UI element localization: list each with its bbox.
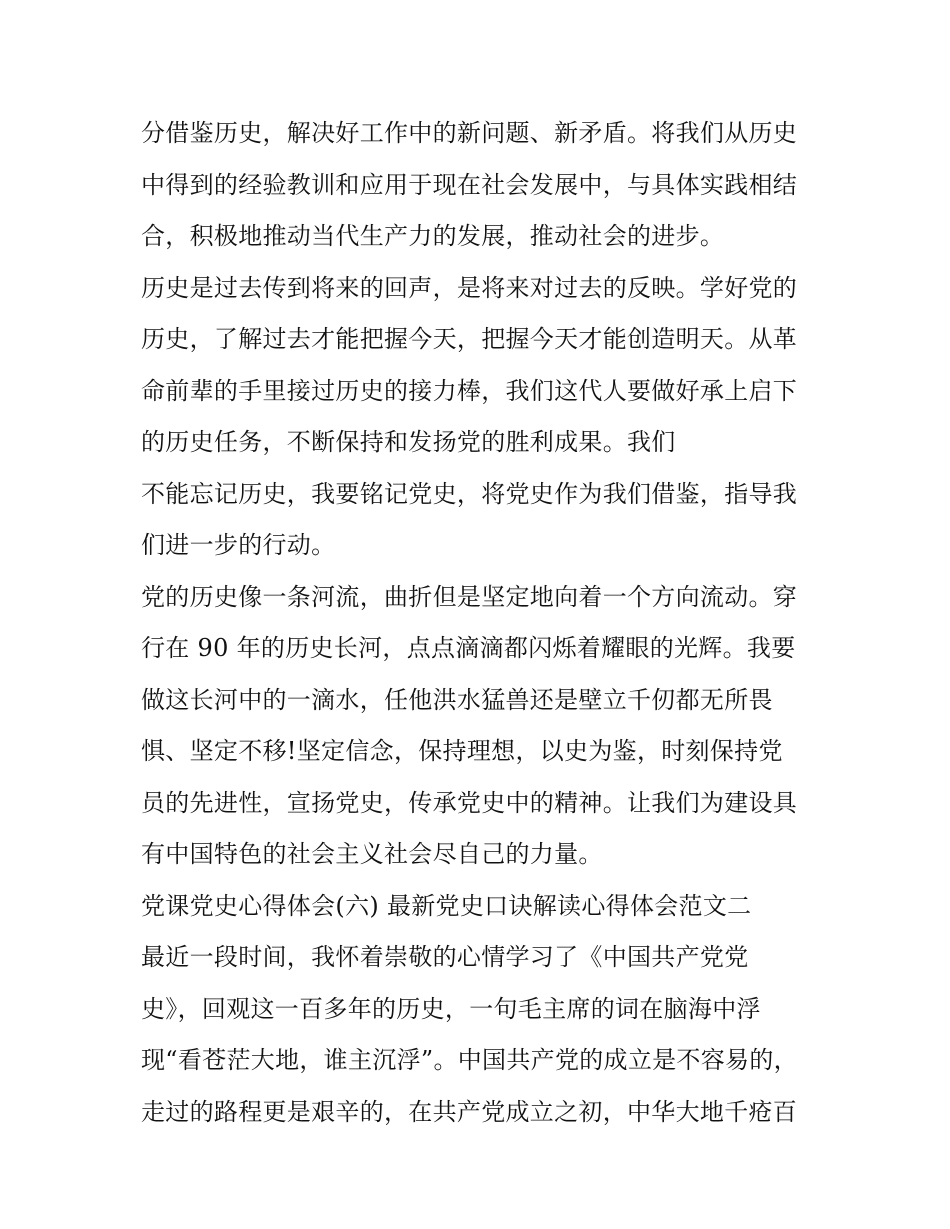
text-line: 惧、坚定不移!坚定信念，保持理想，以史为鉴，时刻保持党 (141, 737, 783, 765)
text-line: 党的历史像一条河流，曲折但是坚定地向着一个方向流动。穿 (141, 582, 798, 611)
text-line: 史》，回观这一百多年的历史，一句毛主席的词在脑海中浮 (141, 994, 761, 1023)
text-line: 历史，了解过去才能把握今天，把握今天才能创造明天。从革 (141, 325, 798, 353)
text-line: 历史是过去传到将来的回声，是将来对过去的反映。学好党的 (141, 273, 798, 302)
text-line: 分借鉴历史，解决好工作中的新问题、新矛盾。将我们从历史 (141, 119, 798, 147)
text-line: 不能忘记历史，我要铭记党史，将党史作为我们借鉴，指导我 (141, 479, 798, 508)
text-line: 的历史任务，不断保持和发扬党的胜利成果。我们 (141, 428, 676, 456)
text-line: 们进一步的行动。 (141, 531, 336, 559)
section-heading: 党课党史心得体会(六) 最新党史口诀解读心得体会范文二 (141, 891, 752, 920)
text-line: 最近一段时间，我怀着崇敬的心情学习了《中国共产党党 (141, 943, 749, 971)
text-line: 有中国特色的社会主义社会尽自己的力量。 (141, 840, 603, 868)
text-line: 员的先进性，宣扬党史，传承党史中的精神。让我们为建设具 (141, 788, 798, 817)
text-line: 中得到的经验教训和应用于现在社会发展中，与具体实践相结 (141, 170, 798, 199)
text-line: 合，积极地推动当代生产力的发展，推动社会的进步。 (141, 222, 725, 250)
text-line: 做这长河中的一滴水，任他洪水猛兽还是壁立千仞都无所畏 (141, 685, 773, 714)
text-line: 现“看苍茫大地，谁主沉浮”。中国共产党的成立是不容易的， (141, 1046, 798, 1074)
text-line: 走过的路程更是艰辛的，在共产党成立之初，中华大地千疮百 (141, 1097, 798, 1126)
text-line: 行在 90 年的历史长河，点点滴滴都闪烁着耀眼的光辉。我要 (141, 634, 796, 662)
text-line: 命前辈的手里接过历史的接力棒，我们这代人要做好承上启下 (141, 376, 798, 405)
body-text (141, 108, 821, 1138)
